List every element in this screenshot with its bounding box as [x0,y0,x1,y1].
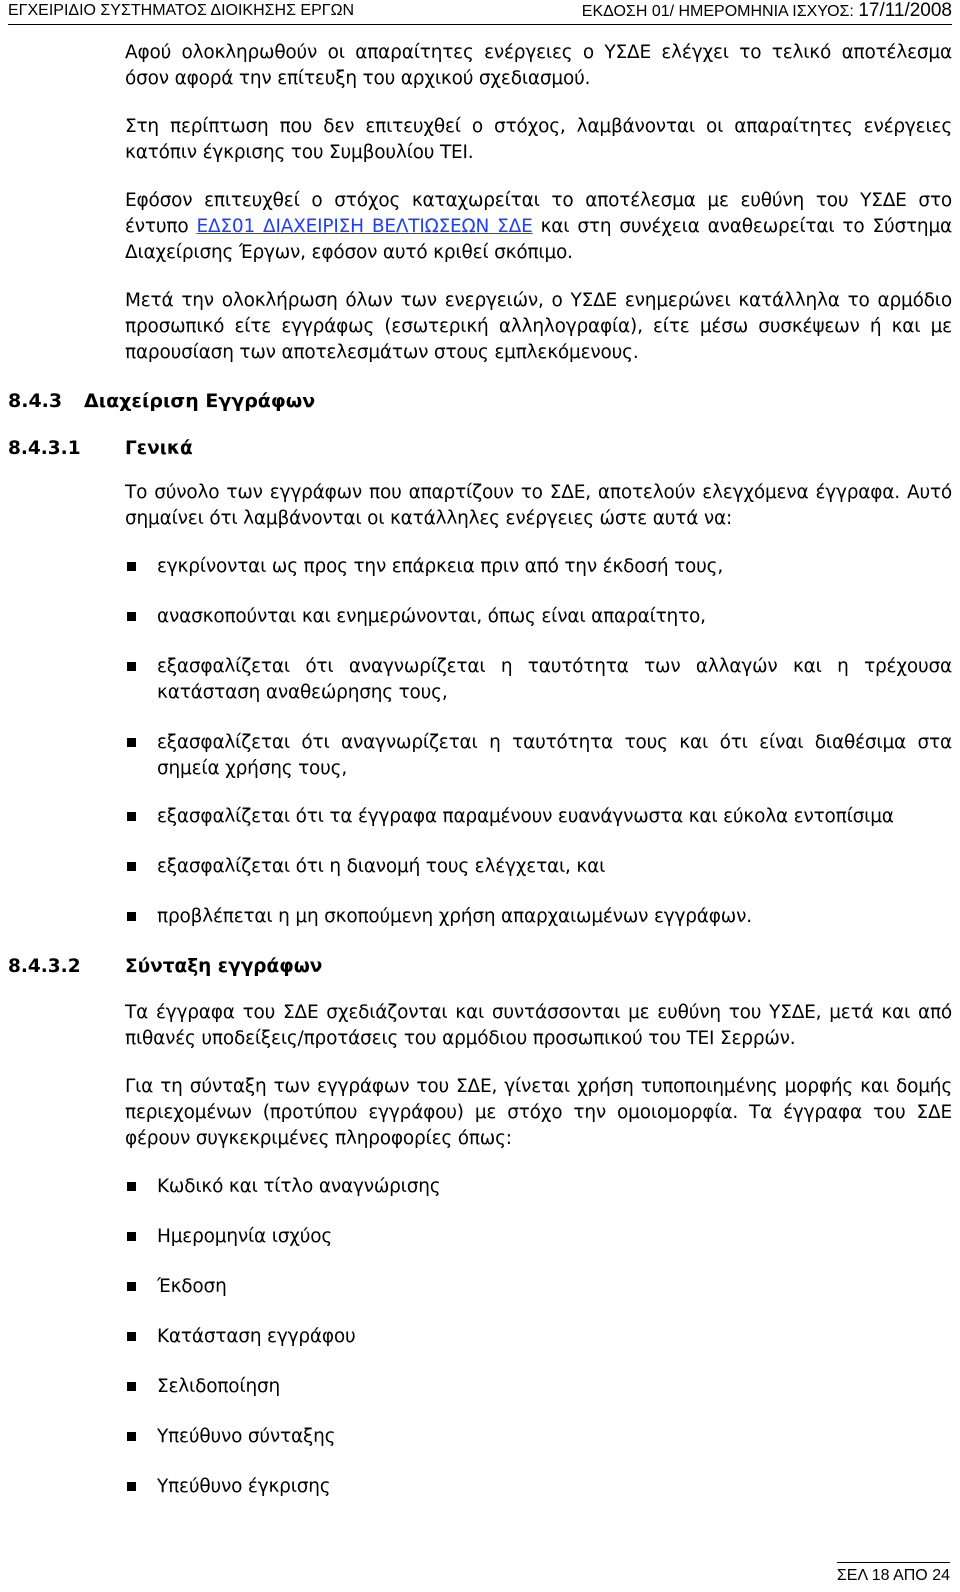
bullet-square-icon [127,738,136,747]
header-version [582,0,952,23]
paragraph-drafting-responsibility: Τα έγγραφα του ΣΔΕ σχεδιάζονται και συντάσσονται με ευθύνη του ΥΣΔΕ, μετά και από πιθανές υποδείξεις/προτάσεις του αρμόδιου προσωπικού του ΤΕΙ Σερρών. [125,1002,952,1049]
document-body [8,36,952,1500]
form-link-eds01[interactable]: ΕΔΣ01 ΔΙΑΧΕΙΡΙΣΗ ΒΕΛΤΙΩΣΕΩΝ ΣΔΕ [196,216,533,237]
list-item: εξασφαλίζεται ότι η διανομή τους ελέγχεται, και [125,854,952,880]
subsection-title: Σύνταξη εγγράφων [125,956,323,977]
section-heading-document-management [8,388,952,414]
page-footer [837,1562,950,1585]
bullet-square-icon [127,1382,136,1391]
list-item: Υπεύθυνο σύνταξης [125,1424,952,1450]
header-version-label: ΕΚΔΟΣΗ 01/ ΗΜΕΡΟΜΗΝΙΑ ΙΣΧΥΟΣ: [581,3,854,20]
bullet-square-icon [127,812,136,821]
list-item: Υπεύθυνο έγκρισης [125,1474,952,1500]
list-item: ανασκοπούνται και ενημερώνονται, όπως είναι απαραίτητο, [125,604,952,630]
paragraph-staff-notification: Μετά την ολοκλήρωση όλων των ενεργειών, ο ΥΣΔΕ ενημερώνει κατάλληλα το αρμόδιο προσωπικό είτε εγγράφως (εσωτερική αλληλογραφία), είτε μέσω συσκέψεων ή και με παρουσίαση των αποτελεσμάτων στους εμπλεκόμενους. [125,290,952,363]
list-item: Κατάσταση εγγράφου [125,1324,952,1350]
page-header [8,0,952,25]
paragraph-goal-met-text-1: Εφόσον επιτευχθεί ο στόχος καταχωρείται το αποτέλεσμα με ευθύνη του ΥΣΔΕ στο έντυπο [125,190,952,237]
bullet-square-icon [127,662,136,671]
subsection-number: 8.4.3.1 [8,438,81,459]
list-item: Ημερομηνία ισχύος [125,1224,952,1250]
page-number: ΣΕΛ 18 ΑΠΟ 24 [836,1567,950,1584]
subsection-number: 8.4.3.2 [8,956,81,977]
bullet-square-icon [127,912,136,921]
list-document-info [125,1174,952,1500]
list-item: εξασφαλίζεται ότι τα έγγραφα παραμένουν ευανάγνωστα και εύκολα εντοπίσιμα [125,804,952,830]
subsection-heading-document-drafting [8,954,952,980]
bullet-square-icon [127,1482,136,1491]
bullet-square-icon [127,1332,136,1341]
section-title: Διαχείριση Εγγράφων [84,390,316,412]
list-item: εξασφαλίζεται ότι αναγνωρίζεται η ταυτότητα τους και ότι είναι διαθέσιμα στα σημεία χρήσης τους, [125,730,952,782]
paragraph-goal-not-met: Στη περίπτωση που δεν επιτευχθεί ο στόχος, λαμβάνονται οι απαραίτητες ενέργειες κατόπιν έγκρισης του Συμβουλίου ΤΕΙ. [125,116,952,163]
bullet-square-icon [127,1282,136,1291]
list-item: προβλέπεται η μη σκοπούμενη χρήση απαρχαιωμένων εγγράφων. [125,904,952,930]
header-validity-date: 17/11/2008 [858,0,952,21]
bullet-square-icon [127,1232,136,1241]
bullet-square-icon [127,1432,136,1441]
header-document-title: ΕΓΧΕΙΡΙΔΙΟ ΣΥΣΤΗΜΑΤΟΣ ΔΙΟΙΚΗΣΗΣ ΕΡΓΩΝ [8,2,355,19]
list-item: Κωδικό και τίτλο αναγνώρισης [125,1174,952,1200]
list-document-control [125,554,952,930]
list-item: εγκρίνονται ως προς την επάρκεια πριν από την έκδοσή τους, [125,554,952,580]
bullet-square-icon [127,612,136,621]
bullet-square-icon [127,562,136,571]
paragraph-goal-met [125,188,952,266]
list-item: εξασφαλίζεται ότι αναγνωρίζεται η ταυτότητα των αλλαγών και η τρέχουσα κατάσταση αναθεώρησης τους, [125,654,952,706]
bullet-square-icon [127,1182,136,1191]
paragraph-drafting-template: Για τη σύνταξη των εγγράφων του ΣΔΕ, γίνεται χρήση τυποποιημένης μορφής και δομής περιεχομένων (προτύπου εγγράφου) με στόχο την ομοιομορφία. Τα έγγραφα του ΣΔΕ φέρουν συγκεκριμένες πληροφορίες όπως: [125,1076,952,1149]
subsection-title: Γενικά [125,438,193,459]
subsection-heading-general [8,436,952,462]
section-number: 8.4.3 [8,390,63,412]
list-item: Έκδοση [125,1274,952,1300]
paragraph-final-check: Αφού ολοκληρωθούν οι απαραίτητες ενέργειες ο ΥΣΔΕ ελέγχει το τελικό αποτέλεσμα όσον αφορά την επίτευξη του αρχικού σχεδιασμού. [125,42,952,89]
bullet-square-icon [127,862,136,871]
paragraph-goal-met-text-2: και στη συνέχεια αναθεωρείται το Σύστημα Διαχείρισης Έργων, εφόσον αυτό κριθεί σκόπιμο. [125,216,953,263]
paragraph-controlled-documents: Το σύνολο των εγγράφων που απαρτίζουν το ΣΔΕ, αποτελούν ελεγχόμενα έγγραφα. Αυτό σημαίνει ότι λαμβάνονται οι κατάλληλες ενέργειες ώστε αυτά να: [125,482,952,529]
list-item: Σελιδοποίηση [125,1374,952,1400]
